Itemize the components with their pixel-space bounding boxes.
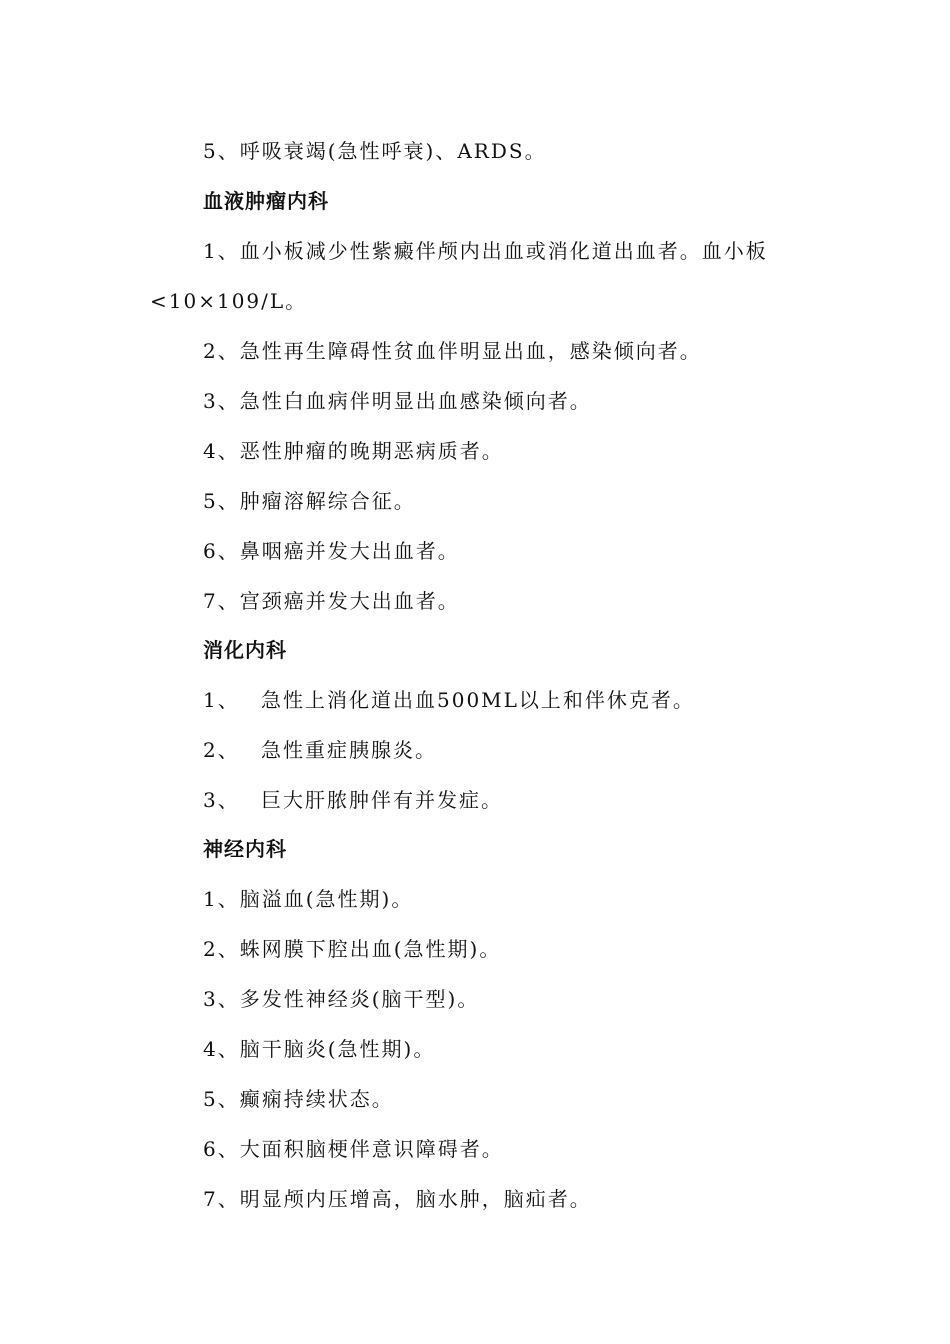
list-item	[203, 737, 437, 763]
item-text: 多发性神经炎(脑干型)。	[239, 987, 480, 1011]
list-item	[203, 1086, 394, 1112]
list-item	[203, 986, 479, 1012]
section-heading-hematology-oncology: 血液肿瘤内科	[203, 189, 329, 213]
list-item	[203, 388, 592, 414]
item-number: 7、	[203, 589, 240, 613]
item-number: 4、	[203, 439, 240, 463]
item-number: 3、	[203, 788, 240, 812]
item-text: 脑干脑炎(急性期)。	[239, 1037, 436, 1061]
item-number: 2、	[203, 339, 240, 363]
list-item	[203, 438, 504, 464]
item-number: 6、	[203, 1137, 240, 1161]
item-number: 5、	[203, 139, 240, 163]
item-number: 1、	[203, 239, 240, 263]
item-text: 血小板减少性紫癜伴颅内出血或消化道出血者。血小板	[239, 239, 768, 263]
item-number: 4、	[203, 1037, 240, 1061]
item-text: 巨大肝脓肿伴有并发症。	[261, 788, 503, 812]
list-item	[203, 1036, 435, 1062]
item-text: 恶性肿瘤的晚期恶病质者。	[239, 439, 504, 463]
item-number: 1、	[203, 688, 240, 712]
item-number: 2、	[203, 937, 240, 961]
section-heading-gastroenterology: 消化内科	[203, 638, 287, 662]
list-item	[203, 138, 547, 164]
item-number: 3、	[203, 987, 240, 1011]
item-text: 鼻咽癌并发大出血者。	[239, 539, 460, 563]
list-item	[203, 588, 460, 614]
item-text: 呼吸衰竭(急性呼衰)、ARDS。	[239, 139, 547, 163]
list-item	[203, 886, 413, 912]
list-item	[203, 1136, 504, 1162]
item-text: 脑溢血(急性期)。	[239, 887, 414, 911]
item-text: 急性再生障碍性贫血伴明显出血，感染倾向者。	[239, 339, 702, 363]
list-item	[203, 1186, 592, 1212]
item-text: 急性白血病伴明显出血感染倾向者。	[239, 389, 592, 413]
item-number: 7、	[203, 1187, 240, 1211]
item-text: 急性上消化道出血500ML以上和伴休克者。	[261, 688, 695, 712]
list-item	[203, 488, 416, 514]
list-item	[203, 538, 460, 564]
item-number: 6、	[203, 539, 240, 563]
item-text: 肿瘤溶解综合征。	[239, 489, 416, 513]
list-item	[203, 687, 695, 713]
item-text: 宫颈癌并发大出血者。	[239, 589, 460, 613]
item-number: 1、	[203, 887, 240, 911]
item-text: 癫痫持续状态。	[239, 1087, 394, 1111]
list-item	[203, 238, 768, 264]
item-text: 蛛网膜下腔出血(急性期)。	[239, 937, 502, 961]
item-number: 5、	[203, 489, 240, 513]
section-heading-neurology: 神经内科	[203, 837, 287, 861]
item-number: 3、	[203, 389, 240, 413]
item-text: 大面积脑梗伴意识障碍者。	[239, 1137, 504, 1161]
list-item	[203, 338, 702, 364]
item-number: 2、	[203, 738, 240, 762]
item-text: 急性重症胰腺炎。	[261, 738, 437, 762]
item-number: 5、	[203, 1087, 240, 1111]
item-text: 明显颅内压增高，脑水肿，脑疝者。	[239, 1187, 592, 1211]
list-item	[203, 936, 501, 962]
list-item-continuation: <10×109/L。	[150, 289, 308, 313]
list-item	[203, 787, 503, 813]
